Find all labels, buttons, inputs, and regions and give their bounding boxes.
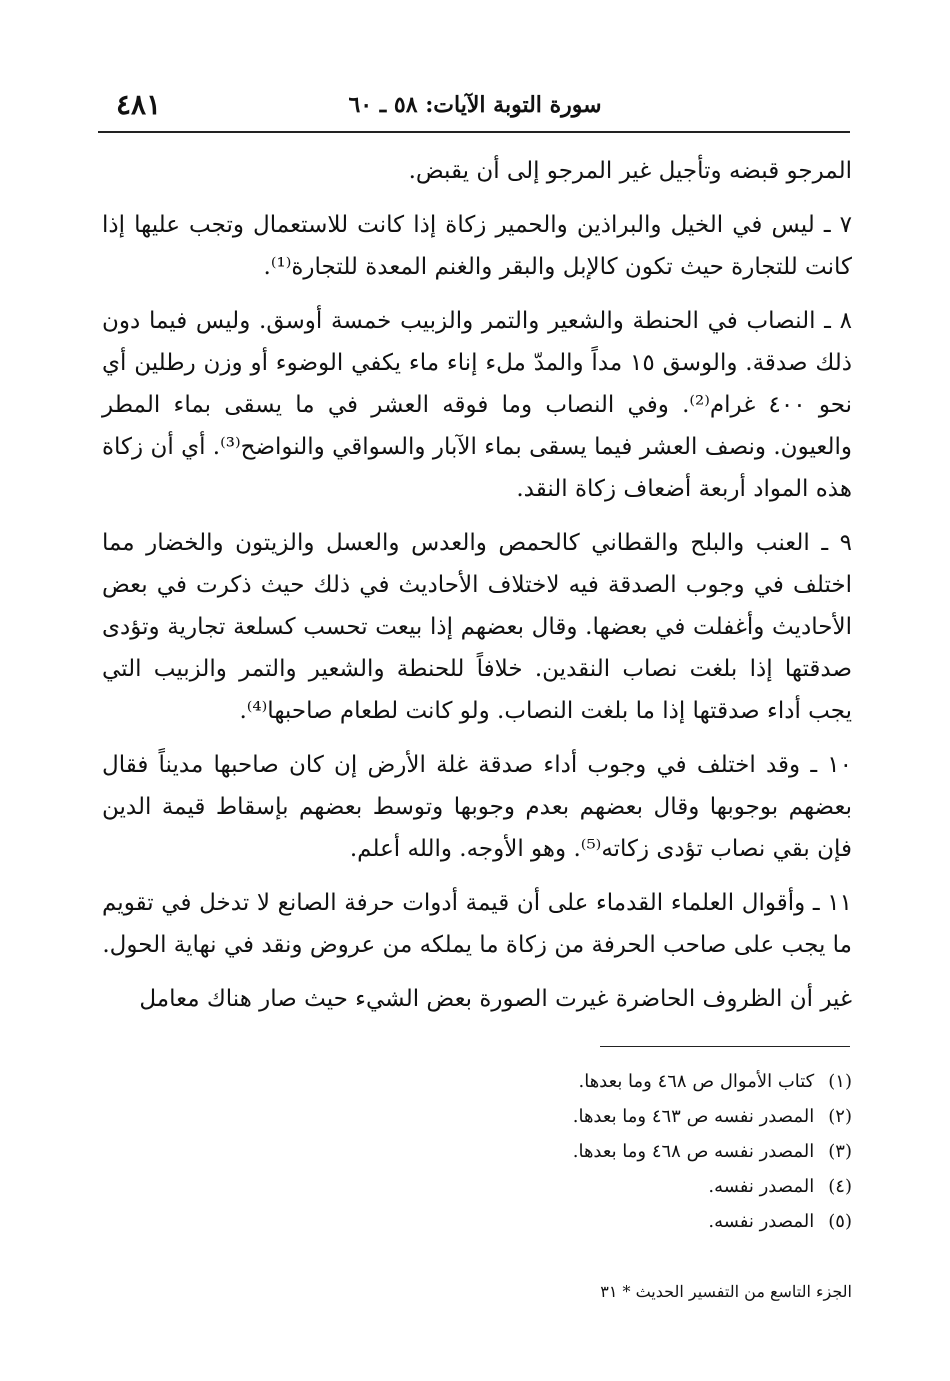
footnote <box>252 1169 852 1204</box>
footnote <box>252 1134 852 1169</box>
paragraph: ٩ ـ العنب والبلح والقطاني كالحمص والعدس والعسل والزيتون والخضار مما اختلف في وجوب الصدقة فيه لاختلاف الأحاديث في ذلك حيث ذكرت في بعض الأحاديث وأغفلت في بعضها. وقال بعضهم إذا بيعت تحسب كسلعة تجارية وتؤدى صدقتها إذا بلغت نصاب النقدين. خلافاً للحنطة والشعير والتمر والزبيب التي يجب أداء صدقتها إذا ما بلغت النصاب. ولو كانت لطعام صاحبها⁽⁴⁾. <box>102 530 852 724</box>
page-number: ٤٨١ <box>116 88 162 121</box>
paragraph: ٨ ـ النصاب في الحنطة والشعير والتمر والزبيب خمسة أوسق. وليس فيما دون ذلك صدقة. والوسق ١٥ مداً والمدّ ملء إناء ماء يكفي الوضوء أو وزن رطلين أي نحو ٤٠٠ غرام⁽²⁾. وفي النصاب وما فوقه العشر في ما يسقى بماء المطر والعيون. ونصف العشر فيما يسقى بماء الآبار والسواقي والنواضح⁽³⁾. أي أن زكاة هذه المواد أربعة أضعاف زكاة النقد. <box>102 308 852 502</box>
footnote-text: كتاب الأموال ص ٤٦٨ وما بعدها. <box>578 1071 815 1092</box>
paragraph: ١٠ ـ وقد اختلف في وجوب أداء صدقة غلة الأرض إن كان صاحبها مديناً فقال بعضهم بوجوبها وقال بعضهم بعدم وجوبها وتوسط بعضهم بإسقاط قيمة الدين فإن بقي نصاب تؤدى زكاته⁽⁵⁾. وهو الأوجه. والله أعلم. <box>102 752 852 862</box>
footnote-number: (٤) <box>828 1176 852 1197</box>
footnote-text: المصدر نفسه ص ٤٦٣ وما بعدها. <box>572 1106 815 1127</box>
footnote-text: المصدر نفسه ص ٤٦٨ وما بعدها. <box>572 1141 815 1162</box>
signature-line: الجزء التاسع من التفسير الحديث * ٣١ <box>600 1282 852 1301</box>
footnote-number: (٢) <box>828 1106 852 1127</box>
paragraph: المرجو قبضه وتأجيل غير المرجو إلى أن يقبض. <box>408 158 852 184</box>
footnote-number: (١) <box>828 1071 852 1092</box>
paragraph: غير أن الظروف الحاضرة غيرت الصورة بعض الشيء حيث صار هناك معامل <box>139 986 852 1012</box>
footnote <box>252 1204 852 1239</box>
running-title: سورة التوبة الآيات: ٥٨ ـ ٦٠ <box>348 92 602 118</box>
footnote <box>252 1099 852 1134</box>
header-rule <box>98 131 850 133</box>
footnote-rule <box>600 1046 850 1047</box>
body-text <box>102 150 852 1032</box>
paragraph: ٧ ـ ليس في الخيل والبراذين والحمير زكاة إذا كانت للاستعمال وتجب عليها إذا كانت للتجارة حيث تكون كالإبل والبقر والغنم المعدة للتجارة⁽¹⁾. <box>102 212 852 280</box>
footnote-text: المصدر نفسه. <box>708 1176 815 1197</box>
page-header <box>100 88 850 128</box>
footnote-number: (٥) <box>828 1211 852 1232</box>
footnote-text: المصدر نفسه. <box>708 1211 815 1232</box>
footnote-number: (٣) <box>828 1141 852 1162</box>
paragraph: ١١ ـ وأقوال العلماء القدماء على أن قيمة أدوات حرفة الصانع لا تدخل في تقويم ما يجب على صاحب الحرفة من زكاة ما يملكه من عروض ونقد في نهاية الحول. <box>102 890 852 958</box>
footnotes <box>252 1064 852 1239</box>
footnote <box>252 1064 852 1099</box>
